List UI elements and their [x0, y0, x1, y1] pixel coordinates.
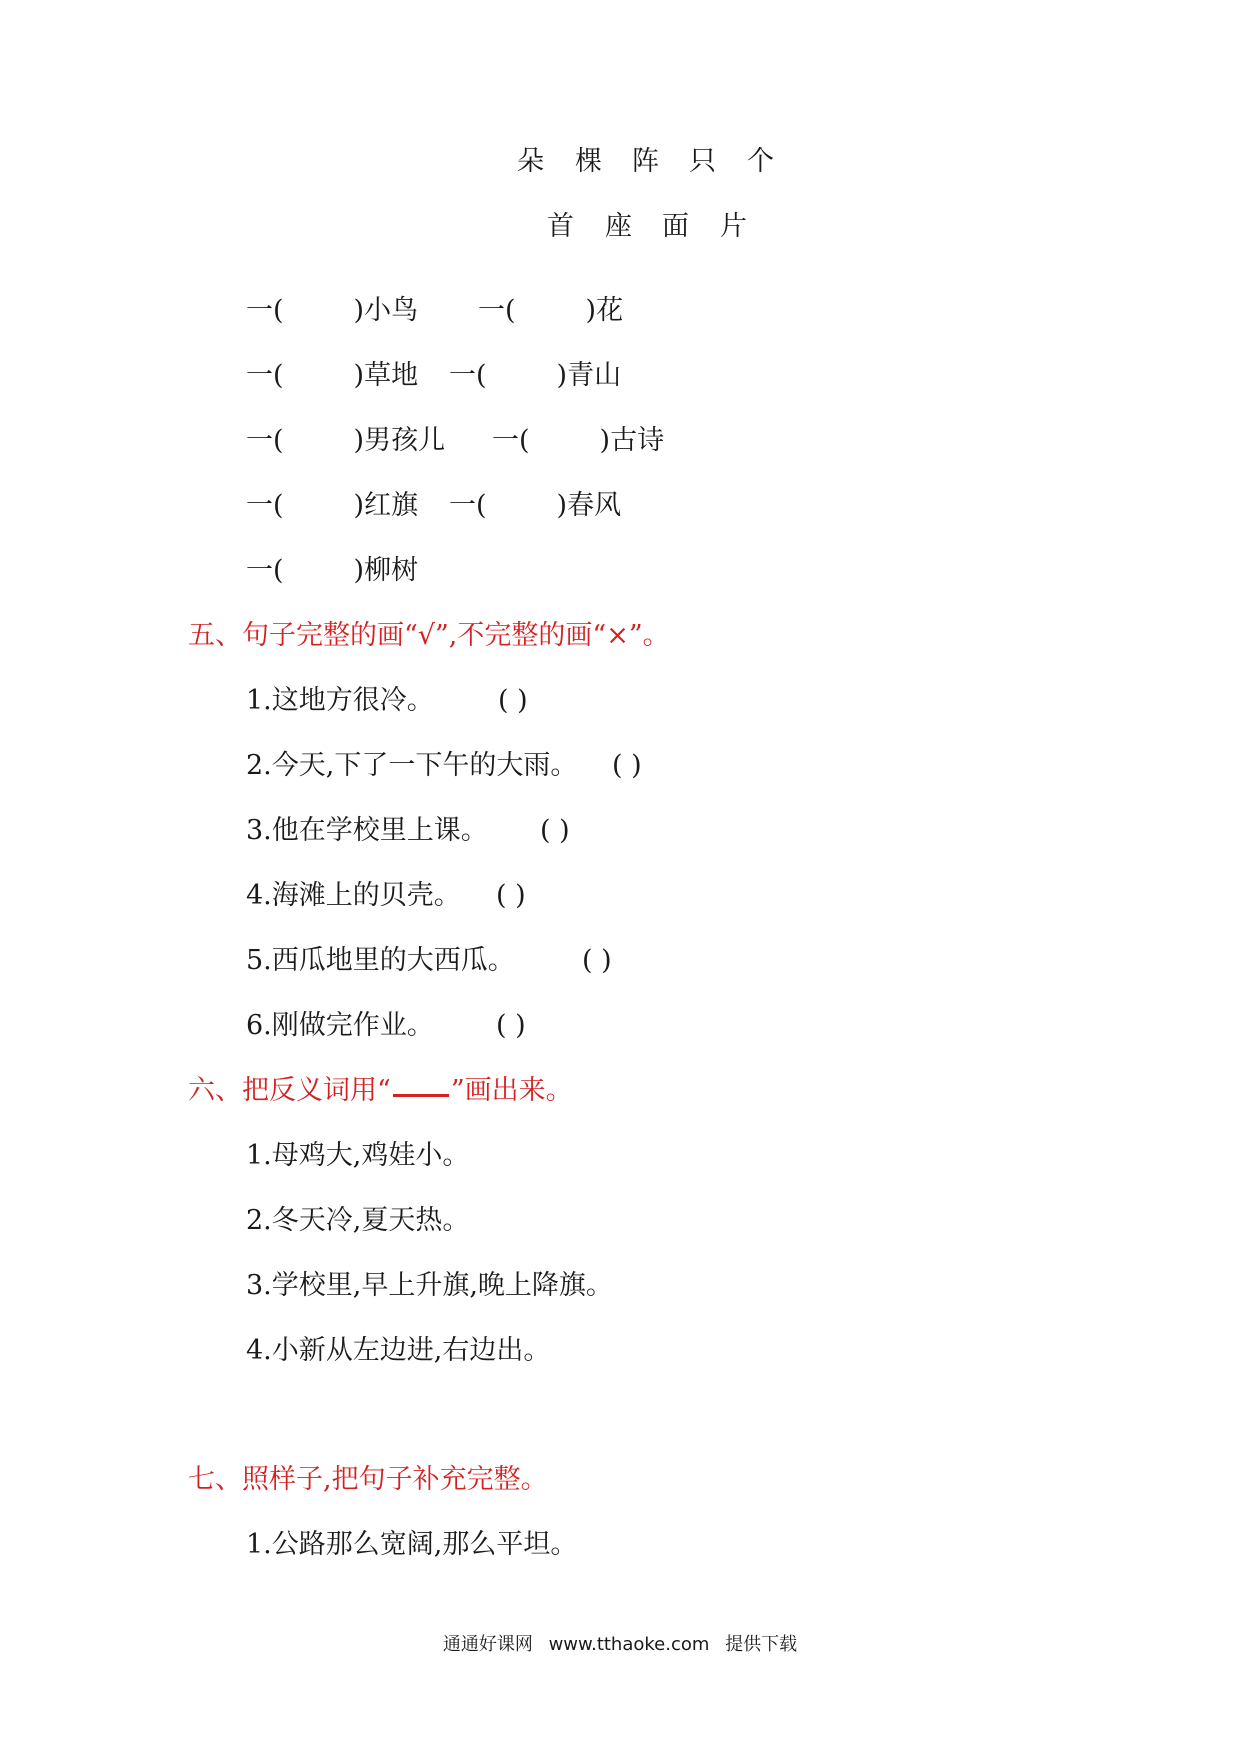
answer-paren[interactable]: ( ) [540, 815, 570, 846]
page-footer [0, 1633, 1240, 1657]
word-bank-word: 只 [689, 146, 716, 177]
sentence-item: 6.刚做完作业。 [246, 1010, 434, 1041]
measure-item: 一( )柳树 [246, 555, 419, 586]
measure-item: 一( )春风 [449, 490, 622, 521]
word-bank-word: 朵 [517, 146, 544, 177]
underline-sample [393, 1076, 449, 1097]
measure-item: 一( )红旗 [246, 490, 419, 521]
section-7-title: 七、照样子,把句子补充完整。 [188, 1464, 548, 1495]
word-bank-word: 首 [547, 211, 574, 242]
answer-paren[interactable]: ( ) [612, 750, 642, 781]
measure-item: 一( )男孩儿 [246, 425, 446, 456]
sentence-item: 2.今天,下了一下午的大雨。 [246, 750, 578, 781]
word-bank-row-2 [0, 210, 1240, 244]
word-bank-word: 座 [605, 211, 632, 242]
measure-item: 一( )古诗 [492, 425, 665, 456]
measure-item: 一( )草地 [246, 360, 419, 391]
sentence-item: 5.西瓜地里的大西瓜。 [246, 945, 515, 976]
measure-item: 一( )青山 [449, 360, 622, 391]
example-sentence: 1.公路那么宽阔,那么平坦。 [246, 1529, 578, 1560]
sentence-item: 1.这地方很冷。 [246, 685, 434, 716]
antonym-sentence: 4.小新从左边进,右边出。 [246, 1335, 551, 1366]
word-bank-word: 阵 [632, 146, 659, 177]
antonym-sentence: 1.母鸡大,鸡娃小。 [246, 1140, 470, 1171]
answer-paren[interactable]: ( ) [498, 685, 528, 716]
answer-paren[interactable]: ( ) [496, 880, 526, 911]
footer-note: 提供下载 [725, 1634, 798, 1655]
footer-url[interactable]: www.tthaoke.com [548, 1634, 710, 1655]
measure-item: 一( )花 [478, 295, 624, 326]
answer-paren[interactable]: ( ) [496, 1010, 526, 1041]
word-bank-word: 棵 [575, 146, 602, 177]
word-bank-word: 面 [662, 211, 689, 242]
sentence-item: 3.他在学校里上课。 [246, 815, 488, 846]
antonym-sentence: 2.冬天冷,夏天热。 [246, 1205, 470, 1236]
word-bank-word: 片 [720, 211, 747, 242]
measure-item: 一( )小鸟 [246, 295, 419, 326]
word-bank-row-1 [0, 145, 1240, 179]
word-bank-word: 个 [747, 146, 774, 177]
footer-site-name: 通通好课网 [442, 1634, 533, 1655]
antonym-sentence: 3.学校里,早上升旗,晚上降旗。 [246, 1270, 613, 1301]
section-5-title: 五、句子完整的画“√”,不完整的画“×”。 [188, 620, 670, 651]
section-6-title: 六、把反义词用“ ”画出来。 [188, 1075, 573, 1106]
sentence-item: 4.海滩上的贝壳。 [246, 880, 461, 911]
answer-paren[interactable]: ( ) [582, 945, 612, 976]
